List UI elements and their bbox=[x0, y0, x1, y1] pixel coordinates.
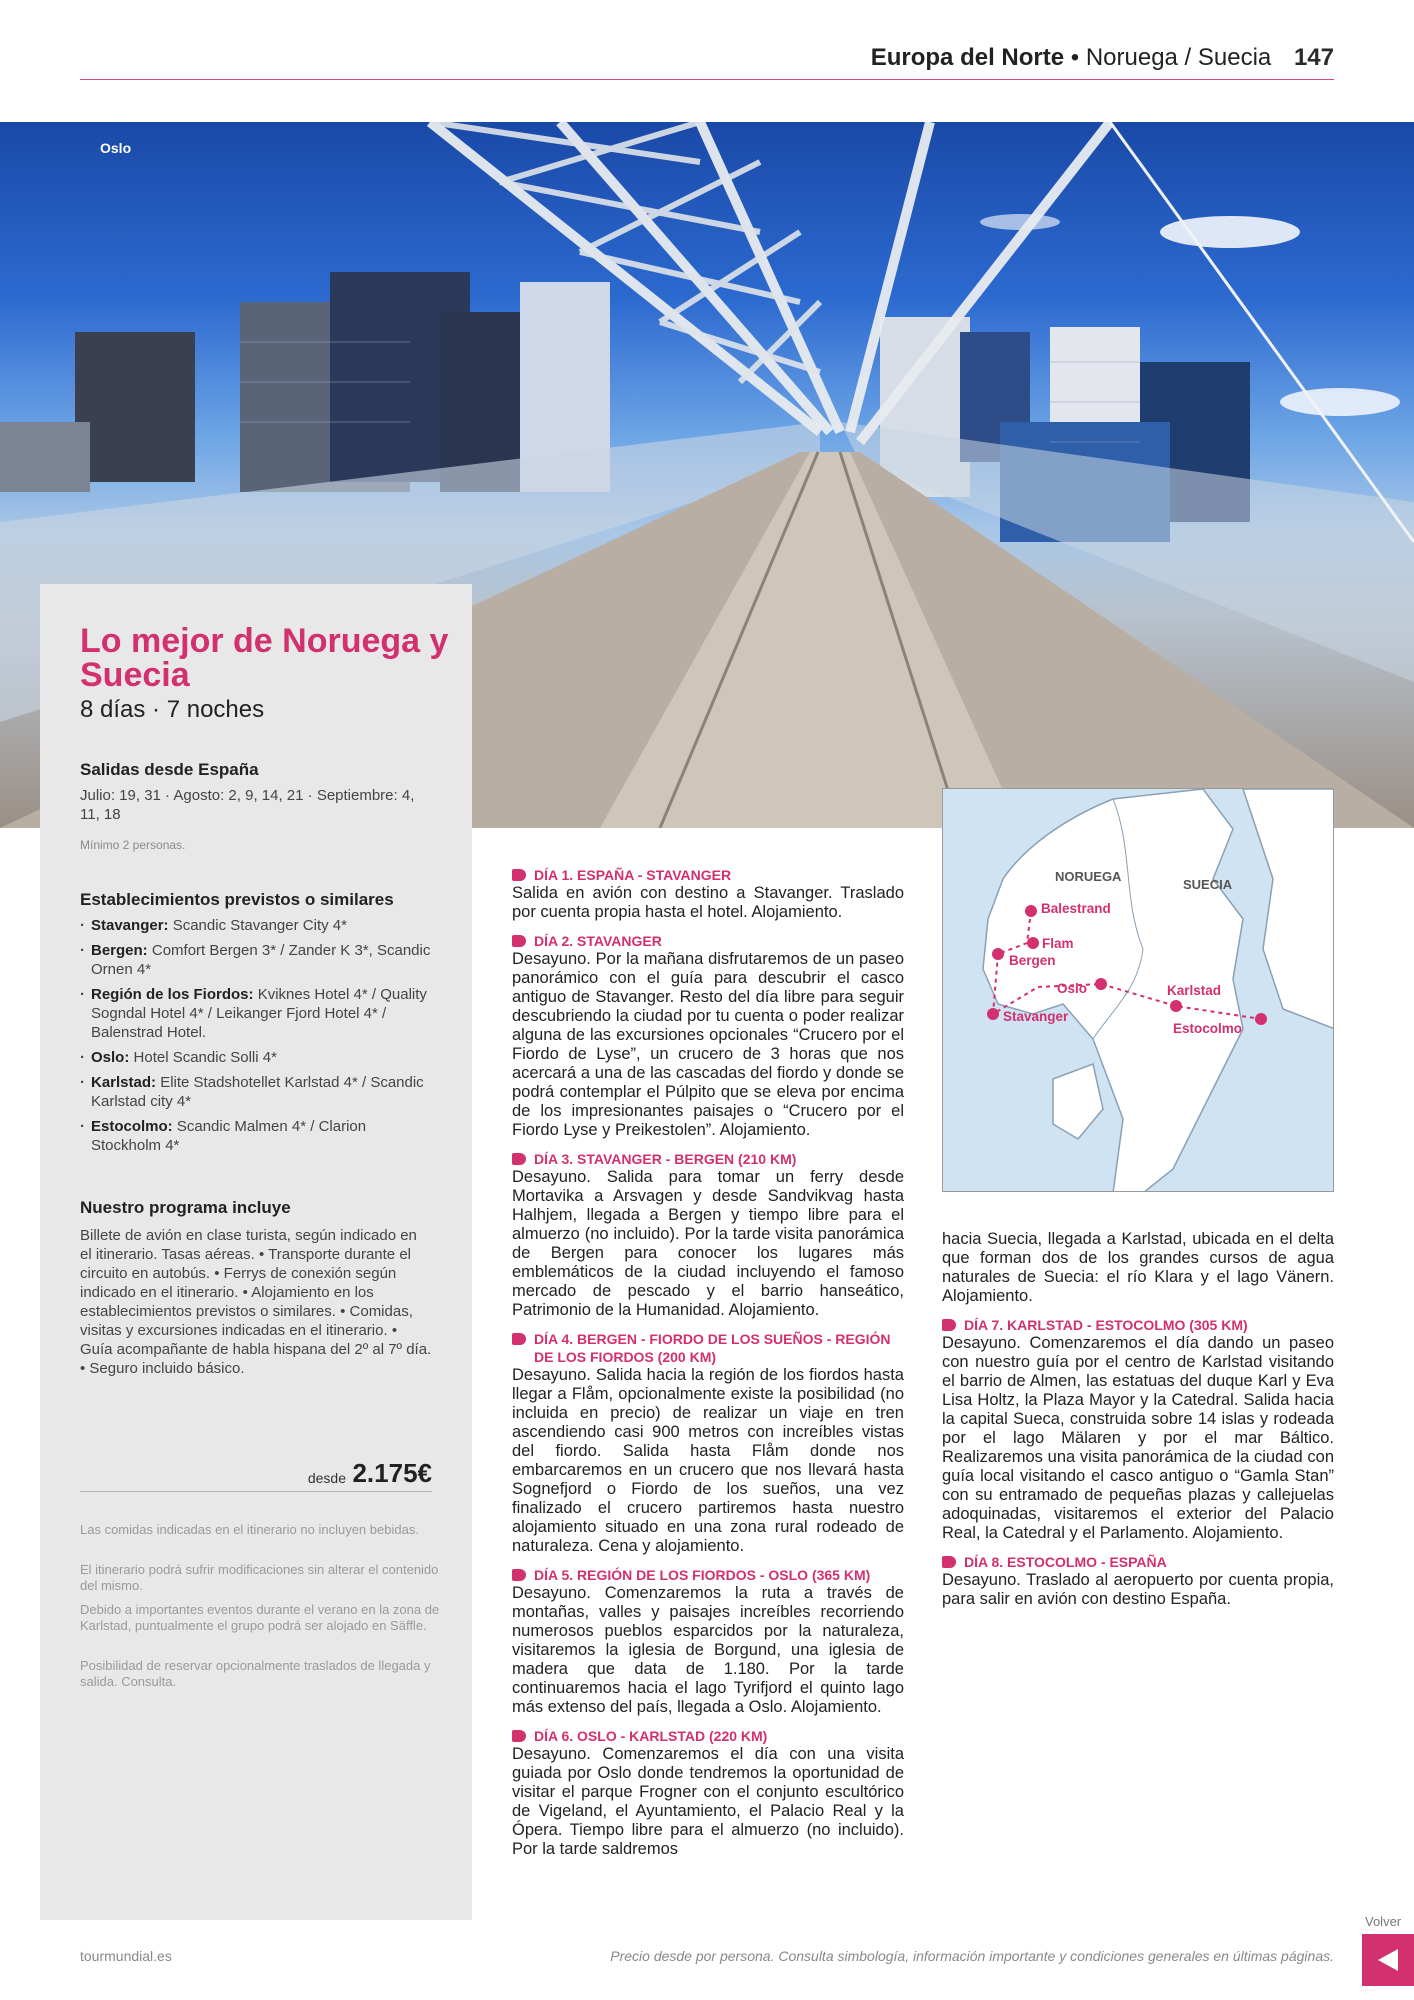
itinerary-column-2 bbox=[942, 1230, 1334, 1619]
day-block bbox=[942, 1553, 1334, 1609]
day-block bbox=[942, 1230, 1334, 1306]
map-city-oslo: Oslo bbox=[1057, 981, 1088, 996]
hotel-names: Scandic Malmen 4* / Clarion Stockholm 4* bbox=[91, 1118, 367, 1154]
back-button[interactable] bbox=[1362, 1934, 1414, 1986]
disclaimer-note: Las comidas indicadas en el itinerario no incluyen bebidas. bbox=[80, 1522, 419, 1537]
map-city-stavanger: Stavanger bbox=[1003, 1009, 1069, 1024]
day-title bbox=[512, 1727, 904, 1745]
header-separator: • bbox=[1070, 44, 1080, 71]
day-text: Desayuno. Por la mañana disfrutaremos de un paseo panorámico con el guía para descubrir el casco antiguo de Stavanger. Resto del día libre para seguir descubriendo la ciudad por tu cuenta o poder realizar alguna de las excursiones opcionales “Crucero por el Fiordo de Lyse”, un crucero de 3 horas que nos acercará a una de las cascadas del fiordo y donde se podrá contemplar el Púlpito que se eleva por encima de los impresionantes paisajes o “Crucero por el Fiordo Lyse y Preikestolen”. Alojamiento. bbox=[512, 950, 904, 1139]
day-text: Desayuno. Salida hacia la región de los fiordos hasta llegar a Flåm, opcionalmente existe la posibilidad (no incluida en precio) de realizar un viaje en tren ascendiendo casi 900 metros con increíbles vistas del fiordo. Salida hasta Flåm donde nos embarcaremos en un crucero que nos llevará hasta Sognefjord o Fiordo de los sueños, una vez finalizado el crucero partiremos hasta nuestro alojamiento situado en una zona rural rodeado de naturaleza. Cena y alojamiento. bbox=[512, 1366, 904, 1555]
back-arrow-icon bbox=[1378, 1949, 1398, 1971]
footer-site[interactable]: tourmundial.es bbox=[80, 1948, 172, 1964]
hotel-names: Comfort Bergen 3* / Zander K 3*, Scandic Ornen 4* bbox=[91, 942, 431, 978]
hotel-item bbox=[80, 985, 440, 1042]
hotel-item bbox=[80, 916, 440, 935]
minimum-note: Mínimo 2 personas. bbox=[80, 838, 186, 852]
hotel-names: Elite Stadshotellet Karlstad 4* / Scandic Karlstad city 4* bbox=[91, 1074, 424, 1110]
back-label[interactable]: Volver bbox=[1365, 1914, 1402, 1929]
day-text: Salida en avión con destino a Stavanger. Traslado por cuenta propia hasta el hotel. Alojamiento. bbox=[512, 884, 904, 921]
map-city-bergen: Bergen bbox=[1009, 953, 1056, 968]
hotel-city: Karlstad: bbox=[91, 1074, 157, 1091]
hotel-city: Oslo: bbox=[91, 1049, 130, 1066]
day-text: Desayuno. Salida para tomar un ferry desde Mortavika a Arsvagen y desde Sandvikvag hasta Halhjem, llegada a Bergen y tiempo libre para el almuerzo (no incluido). Por la tarde visita panorámica de Bergen para conocer los lugares más emblemáticos de la ciudad incluyendo el famoso mercado de pescado y el barrio hanseático, Patrimonio de la Humanidad. Alojamiento. bbox=[512, 1168, 904, 1319]
day-text: Desayuno. Comenzaremos el día con una visita guiada por Oslo donde tendremos la oportunidad de visitar el parque Frogner con el conjunto escultórico de Vigeland, el Ayuntamiento, el Palacio Real y la Ópera. Tiempo libre para el almuerzo (no incluido). Por la tarde saldremos bbox=[512, 1745, 904, 1858]
hotel-names: Scandic Stavanger City 4* bbox=[172, 917, 347, 934]
disclaimer-note: El itinerario podrá sufrir modificaciones sin alterar el contenido del mismo. bbox=[80, 1562, 439, 1593]
disclaimer-note: Posibilidad de reservar opcionalmente traslados de llegada y salida. Consulta. bbox=[80, 1658, 431, 1689]
hotels-list bbox=[80, 916, 440, 1161]
route-map bbox=[942, 788, 1334, 1192]
day-marker-icon bbox=[942, 1319, 956, 1331]
hotel-item bbox=[80, 1073, 440, 1111]
footer-note: Precio desde por persona. Consulta simbología, información importante y condiciones generales en últimas páginas. bbox=[610, 1948, 1334, 1964]
hotel-city: Bergen: bbox=[91, 942, 148, 959]
day-block bbox=[942, 1316, 1334, 1543]
map-illustration bbox=[943, 789, 1334, 1192]
day-title-text: DÍA 5. REGIÓN DE LOS FIORDOS - OSLO (365 KM) bbox=[534, 1567, 871, 1583]
day-marker-icon bbox=[942, 1556, 956, 1568]
day-text: Desayuno. Traslado al aeropuerto por cuenta propia, para salir en avión con destino España. bbox=[942, 1571, 1334, 1608]
price-label: desde bbox=[307, 1470, 346, 1486]
map-country-norway: NORUEGA bbox=[1055, 869, 1122, 884]
day-marker-icon bbox=[512, 1333, 526, 1345]
day-title-text: DÍA 6. OSLO - KARLSTAD (220 KM) bbox=[534, 1728, 768, 1744]
hotel-names: Hotel Scandic Solli 4* bbox=[133, 1049, 277, 1066]
day-title bbox=[512, 1566, 904, 1584]
day-block bbox=[512, 1330, 904, 1556]
day-marker-icon bbox=[512, 935, 526, 947]
day-title-text: DÍA 7. KARLSTAD - ESTOCOLMO (305 KM) bbox=[964, 1317, 1248, 1333]
departures-text: Julio: 19, 31 · Agosto: 2, 9, 14, 21 · Septiembre: 4, 11, 18 bbox=[80, 787, 415, 823]
hotel-city: Stavanger: bbox=[91, 917, 169, 934]
disclaimer-note: Debido a importantes eventos durante el verano en la zona de Karlstad, puntualmente el grupo podrá ser alojado en Säffle. bbox=[80, 1602, 440, 1633]
day-title-text: DÍA 2. STAVANGER bbox=[534, 933, 662, 949]
map-city-flam: Flam bbox=[1042, 936, 1074, 951]
hotel-city: Región de los Fiordos: bbox=[91, 986, 254, 1003]
hotel-city: Estocolmo: bbox=[91, 1118, 173, 1135]
day-title bbox=[512, 866, 904, 884]
day-title bbox=[942, 1553, 1334, 1571]
trip-duration: 8 días · 7 noches bbox=[80, 696, 265, 723]
price-value: 2.175€ bbox=[352, 1458, 432, 1488]
day-title-text: DÍA 4. BERGEN - FIORDO DE LOS SUEÑOS - REGIÓN DE LOS FIORDOS (200 KM) bbox=[534, 1331, 891, 1365]
hotel-item bbox=[80, 1117, 440, 1155]
trip-title: Lo mejor de Noruega y Suecia bbox=[80, 622, 449, 694]
day-title bbox=[512, 932, 904, 950]
page-header bbox=[80, 44, 1334, 80]
hotel-item bbox=[80, 1048, 440, 1067]
day-marker-icon bbox=[512, 1153, 526, 1165]
map-city-balestrand: Balestrand bbox=[1041, 901, 1111, 916]
itinerary-column-1 bbox=[512, 866, 904, 1869]
day-marker-icon bbox=[512, 1569, 526, 1581]
day-text: Desayuno. Comenzaremos la ruta a través de montañas, valles y paisajes increíbles recorriendo numerosos pueblos esparcidos por la naturaleza, visitaremos la iglesia de Borgund, una iglesia de madera que data de 1.180. Por la tarde continuaremos hacia el lago Tyrifjord el quinto lago más extenso del país, llegada a Oslo. Alojamiento. bbox=[512, 1584, 904, 1716]
day-text-continued: hacia Suecia, llegada a Karlstad, ubicada en el delta que forman dos de los grandes cursos de agua naturales de Suecia: el río Klara y el lago Vänern. Alojamiento. bbox=[942, 1230, 1334, 1305]
day-title-text: DÍA 3. STAVANGER - BERGEN (210 KM) bbox=[534, 1151, 797, 1167]
includes-text: Billete de avión en clase turista, según indicado en el itinerario. Tasas aéreas. • Transporte durante el circuito en autobús. • Ferrys de conexión según indicado en el itinerario. • Alojamiento en los establecimientos previstos o similares. • Comidas, visitas y excursiones indicadas en el itinerario. • Guía acompañante de habla hispana del 2º al 7º día. • Seguro incluido básico. bbox=[80, 1227, 432, 1377]
day-block bbox=[512, 1727, 904, 1859]
header-subsection: Noruega / Suecia bbox=[1085, 44, 1272, 71]
hotel-names: Kviknes Hotel 4* / Quality Sogndal Hotel 4* / Leikanger Fjord Hotel 4* / Balenstrad Hotel. bbox=[91, 986, 427, 1041]
departures-heading: Salidas desde España bbox=[80, 760, 259, 779]
hotel-item bbox=[80, 941, 440, 979]
day-title bbox=[942, 1316, 1334, 1334]
day-block bbox=[512, 932, 904, 1140]
includes-heading: Nuestro programa incluye bbox=[80, 1198, 291, 1217]
day-title-text: DÍA 8. ESTOCOLMO - ESPAÑA bbox=[964, 1554, 1167, 1570]
day-block bbox=[512, 866, 904, 922]
map-city-estocolmo: Estocolmo bbox=[1173, 1021, 1243, 1036]
map-city-karlstad: Karlstad bbox=[1167, 983, 1222, 998]
header-section: Europa del Norte bbox=[870, 44, 1065, 71]
day-title bbox=[512, 1150, 904, 1168]
day-title-text: DÍA 1. ESPAÑA - STAVANGER bbox=[534, 867, 732, 883]
day-marker-icon bbox=[512, 869, 526, 881]
trip-sidebar bbox=[40, 584, 472, 1920]
day-block bbox=[512, 1150, 904, 1320]
price-row bbox=[80, 1452, 432, 1492]
day-title bbox=[512, 1330, 904, 1366]
map-country-sweden: SUECIA bbox=[1183, 877, 1233, 892]
hotels-heading: Establecimientos previstos o similares bbox=[80, 890, 394, 909]
page-number: 147 bbox=[1293, 44, 1334, 71]
day-text: Desayuno. Comenzaremos el día dando un paseo con nuestro guía por el centro de Karlstad visitando el barrio de Almen, las estatuas del duque Karl y Eva Lisa Holtz, la Plaza Mayor y la Catedral. Salida hacia la capital Sueca, construida sobre 14 islas y rodeada por el lago Mälaren y por el mar Báltico. Realizaremos una visita panorámica de la ciudad con guía local visitando el casco antiguo o “Gamla Stan” con su entramado de pequeñas plazas y callejuelas adoquinadas, visitaremos el exterior del Palacio Real, la Catedral y el Parlamento. Alojamiento. bbox=[942, 1334, 1334, 1542]
hero-caption: Oslo bbox=[100, 140, 132, 156]
day-marker-icon bbox=[512, 1730, 526, 1742]
header-title bbox=[871, 44, 1334, 72]
day-block bbox=[512, 1566, 904, 1717]
